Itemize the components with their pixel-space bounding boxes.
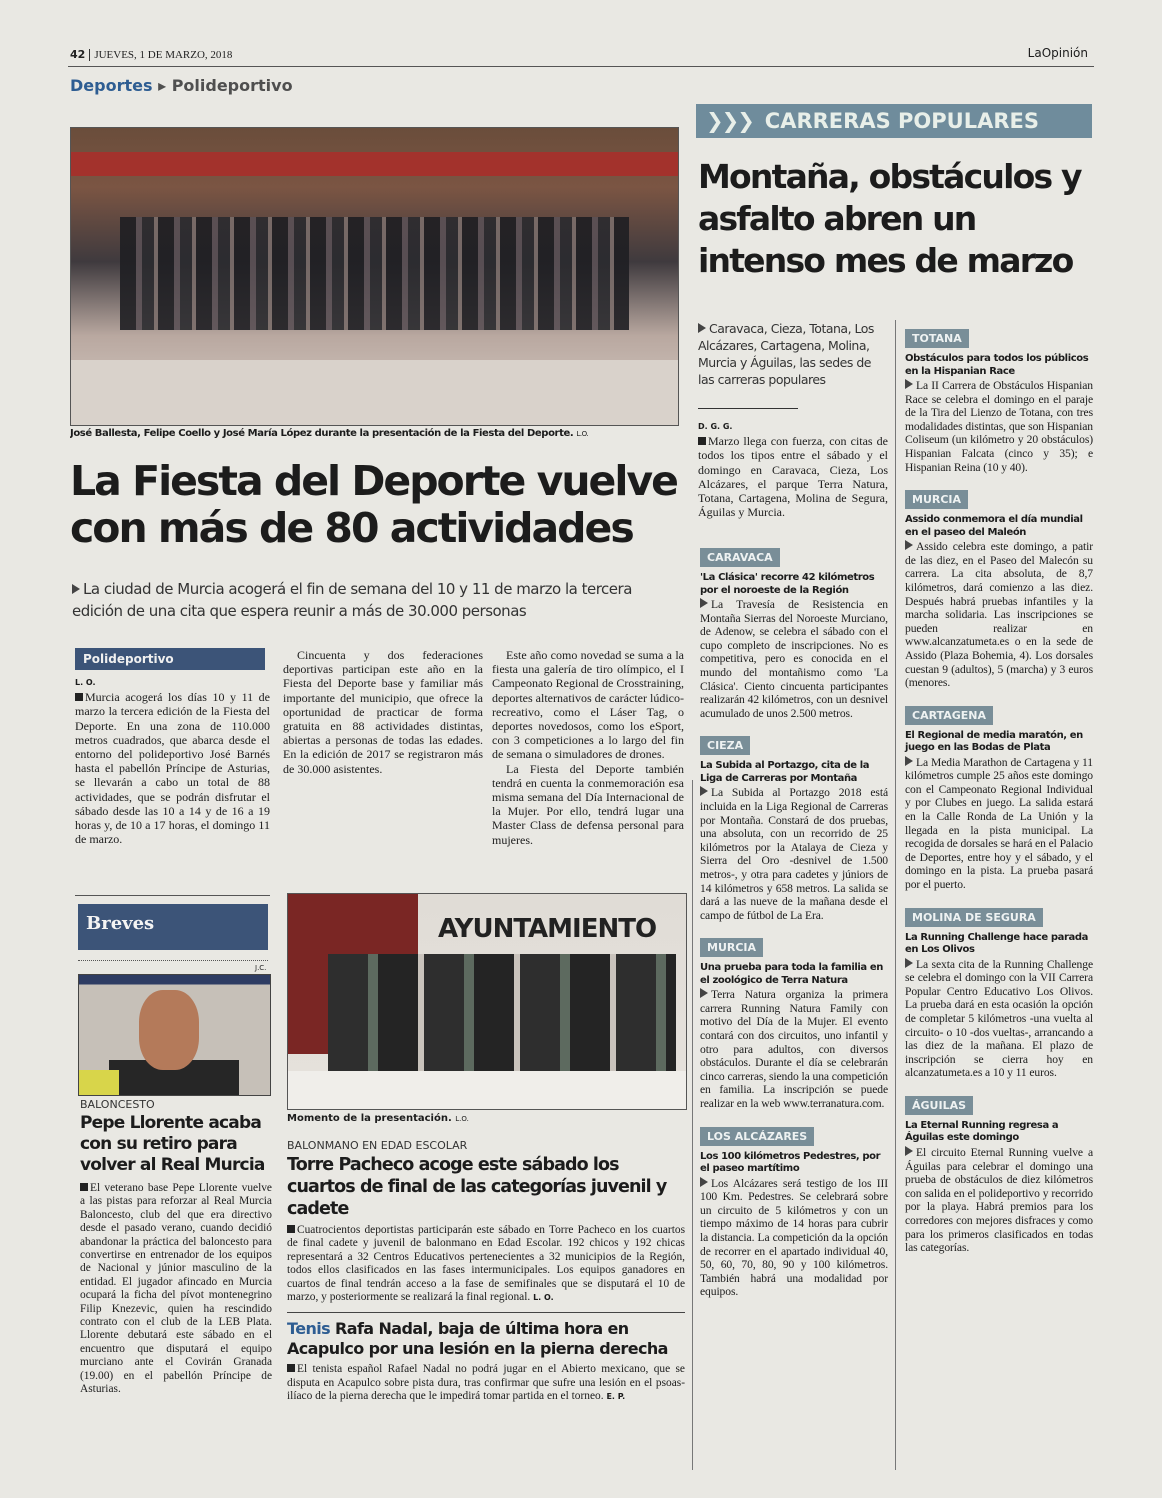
- photo-sign-text: AYUNTAMIENTO: [438, 914, 657, 944]
- lead-photo-caption: [70, 427, 685, 441]
- breadcrumb-arrow-icon: ▸: [158, 76, 167, 95]
- arrow-icon: [700, 598, 708, 608]
- brief-title: Obstáculos para todos los públicos en la Hispanian Race: [905, 353, 1089, 377]
- arrow-icon: [905, 958, 913, 968]
- header-rule: [68, 66, 1094, 67]
- story-body: [80, 1182, 272, 1397]
- carreras-headline: Montaña, obstáculos y asfalto abren un intenso mes de marzo: [698, 157, 1081, 280]
- page-folio: [70, 48, 232, 61]
- brief-cieza: [700, 734, 888, 922]
- story-body: [287, 1224, 685, 1304]
- byline: L. O.: [75, 678, 96, 687]
- caption-text: José Ballesta, Felipe Coello y José María López durante la presentación de la Fiesta del Deporte.: [70, 428, 574, 439]
- brief-title: La Running Challenge hace parada en Los Olivos: [905, 931, 1088, 956]
- photo-credit: J.C.: [255, 964, 267, 972]
- carreras-banner: [696, 104, 1092, 138]
- lead-column-1: [75, 676, 270, 846]
- arrow-icon: [700, 786, 708, 796]
- city-tag: ÁGUILAS: [905, 1096, 973, 1115]
- brief-molina: [905, 906, 1093, 1080]
- lead-column-3: [492, 648, 684, 847]
- city-tag: MURCIA: [905, 490, 968, 509]
- paragraph-marker-icon: [287, 1364, 295, 1372]
- story-headline: Torre Pacheco acoge este sábado los cuartos de final de las categorías juvenil y cadete: [287, 1155, 667, 1219]
- story-kicker: BALONMANO EN EDAD ESCOLAR: [287, 1139, 468, 1152]
- city-tag: CARAVACA: [700, 548, 780, 567]
- brief-title: 'La Clásica' recorre 42 kilómetros por el noroeste de la Región: [700, 572, 875, 596]
- paragraph: Marzo llega con fuerza, con citas de todos los tipos entre el sábado y el domingo en Caravaca, Cieza, Los Alcázares, el parque Terra Natura, Totana, Cartagena, Molina de Segura, Águilas y Murcia.: [698, 434, 888, 520]
- brief-murcia-terra-natura: [700, 936, 888, 1110]
- paragraph: Murcia acogerá los días 10 y 11 de marzo la tercera edición de la Fiesta del Deporte. En una zona de 110.000 metros cuadrados, que abarca desde el entorno del polideportivo José Barnés hasta el pabellón Príncipe de Asturias, se llevarán a cabo un total de 88 actividades, que se podrán disfrutar el sábado desde las 10 a 14 y de 16 a 19 horas y, de 10 a 17 horas, el domingo 11 de marzo.: [75, 690, 270, 847]
- page-number: 42: [70, 48, 86, 61]
- brief-text: Los Alcázares será testigo de los III 100 Km. Pedestres. Se celebrará sobre un circuito de 5 kilómetros y con un tiempo máximo de 14 horas para cubrir la distancia. La competición da la opción de recorrer en el apartado individual 40, 50, 60, 70, 80, 90 y 100 kilómetros. También habrá una modalidad por equipos.: [700, 1176, 888, 1299]
- paragraph: Cuatrocientos deportistas participarán este sábado en Torre Pacheco en los cuartos de final cadete y juvenil de balonmano en Edad Escolar. 192 chicos y 192 chicas representará a 32 Centros Educativos pertenecientes a 32 municipios de la Región, todos ellos clasificados en las fases intermunicipales. Los equipos ganadores en cuartos de final tendrán acceso a la fase de semifinales que se disputará el 10 de marzo, y posteriormente se realizará la final regional.: [287, 1224, 685, 1304]
- story-headline: [287, 1319, 685, 1359]
- story-rule: [287, 1312, 685, 1313]
- story-headline: Pepe Llorente acaba con su retiro para volver al Real Murcia: [80, 1113, 265, 1175]
- brief-aguilas: [905, 1094, 1093, 1255]
- arrow-icon: [905, 1146, 913, 1156]
- paragraph: El tenista español Rafael Nadal no podrá jugar en el Abierto mexicano, que se disputa en Acapulco sobre pista dura, tras confirmar que sufre una lesión en el psoas-ilíaco de la pierna derecha que le impedirá tomar partida en el torneo.: [287, 1363, 685, 1403]
- arrow-icon: [700, 1177, 708, 1187]
- carreras-deck: [698, 320, 890, 388]
- brief-text: Terra Natura organiza la primera carrera Running Natura Family con motivo del Día de la Mujer. El evento contará con dos circuitos, uno infantil y otro para adultos, con diversos obstáculos. Durante el día se celebrarán cinco carreras, siendo la una competición en familia. La inscripción se puede realizar en la web www.terranatura.com.: [700, 988, 888, 1111]
- brief-text: La Subida al Portazgo 2018 está incluida en la Liga Regional de Carreras por Montaña. Constará de dos pruebas, una absoluta, con un recorrido de 25 kilómetros por la Atalaya de Cieza y Sierra del Oro -desnivel de 1.500 metros-, y otra para cadetes y júniors de 14 kilómetros y 658 metros. La salida se dará a las nueve de la mañana desde el campo de fútbol de La Era.: [700, 786, 888, 922]
- breves-rule: [75, 895, 270, 896]
- llorente-photo: [78, 974, 271, 1096]
- city-tag: MURCIA: [700, 938, 763, 957]
- paragraph-marker-icon: [287, 1225, 295, 1233]
- brief-cartagena: [905, 704, 1093, 892]
- signature: E. P.: [606, 1392, 626, 1402]
- deck-text: La ciudad de Murcia acogerá el fin de semana del 10 y 11 de marzo la tercera edición de una cita que espera reunir a más de 30.000 personas: [72, 580, 632, 620]
- paragraph: El veterano base Pepe Llorente vuelve a las pistas para reforzar al Real Murcia Baloncesto, club del que era directivo desde el pasado verano, cuando decidió abandonar la práctica del baloncesto para convertirse en entrenador de los equipos de Nacional y júnior masculino de la entidad. El jugador afincado en Murcia ocupará la ficha del pívot montenegrino Filip Knezevic, quien ha rescindido contrato con el club de la LEB Plata. Llorente debutará este sábado en el encuentro que disputará el equipo murciano ante el Covirán Granada (19.00) en el pabellón Príncipe de Asturias.: [80, 1182, 272, 1396]
- brief-totana: [905, 327, 1093, 474]
- story-body: [287, 1363, 685, 1403]
- paragraph-marker-icon: [80, 1183, 88, 1191]
- brief-title: Una prueba para toda la familia en el zoológico de Terra Natura: [700, 962, 883, 986]
- byline: D. G. G.: [698, 422, 733, 431]
- lead-photo: [70, 127, 679, 426]
- brief-title: El Regional de media maratón, en juego en las Bodas de Plata: [905, 729, 1083, 754]
- arrow-icon: [905, 379, 913, 389]
- brief-murcia-assido: [905, 488, 1093, 690]
- caption-text: Momento de la presentación.: [287, 1113, 452, 1124]
- lead-column-2: [283, 648, 483, 776]
- breadcrumb: [70, 76, 293, 95]
- brief-text: La Media Marathon de Cartagena y 11 kilómetros cumple 25 años este domingo con el Campeonato Regional Individual y por Clubes en juego. La salida estará en la Calle Ronda de La Unión y la llegada en la pista municipal. La recogida de dorsales se hará en el Palacio de Deportes, entre hoy y el sábado, y el domingo en la pista. La prueba pasará por el puerto.: [905, 755, 1093, 892]
- stories-balonmano-tenis: [287, 1112, 685, 1404]
- column-rule: [692, 780, 693, 1470]
- city-tag: CIEZA: [700, 736, 750, 755]
- city-tag: TOTANA: [905, 329, 969, 348]
- paragraph-marker-icon: [75, 693, 83, 701]
- lead-headline: La Fiesta del Deporte vuelve con más de 80 actividades: [70, 457, 677, 552]
- issue-date: JUEVES, 1 DE MARZO, 2018: [94, 49, 233, 61]
- photo-credit: L.O.: [455, 1115, 469, 1123]
- brief-title: Los 100 kilómetros Pedestres, por el paseo martítimo: [700, 1150, 881, 1175]
- brief-los-alcazares: [700, 1125, 888, 1299]
- deck-text: Caravaca, Cieza, Totana, Los Alcázares, Cartagena, Molina, Murcia y Águilas, las sedes de las carreras populares: [698, 321, 874, 387]
- brief-text: La II Carrera de Obstáculos Hispanian Race se celebra el domingo en el paraje de la Tira del Lienzo de Totana, con tres modalidades distintas, que son Hispanian Coliseum (un kilómetro y 20 obstáculos) Hispanian Falcata (cinco y 35); e Hispanian Reina (10 y 40).: [905, 379, 1093, 474]
- photo-credit: L.O.: [576, 430, 589, 438]
- banner-text: CARRERAS POPULARES: [764, 109, 1039, 133]
- triple-chevron-icon: ❯❯❯: [706, 109, 753, 133]
- newspaper-logo: LaOpinión: [1027, 46, 1088, 60]
- breves-banner: Breves: [78, 904, 268, 950]
- carreras-intro: [698, 420, 888, 519]
- city-tag: MOLINA DE SEGURA: [905, 908, 1043, 927]
- brief-title: La Eternal Running regresa a Águilas este domingo: [905, 1119, 1059, 1144]
- arrow-icon: [905, 540, 913, 550]
- lead-deck: [72, 578, 682, 622]
- deck-arrow-icon: [72, 584, 80, 594]
- arrow-icon: [700, 988, 708, 998]
- column-rule: [895, 320, 896, 1470]
- section-name: Deportes: [70, 76, 153, 95]
- briefs-column-left: [700, 546, 888, 1299]
- signature: L. O.: [533, 1293, 554, 1303]
- brief-caravaca: [700, 546, 888, 720]
- photo-caption: [287, 1112, 685, 1126]
- brief-text: Assido celebra este domingo, a patir de las diez, en el Paseo del Malecón su carrera. La cita absoluta, de 8,7 kilómetros, dará comienzo a las diez. Después habrá pruebas infantiles y la marcha solidaria. Las inscripciones se pueden realizar en www.alcanzatumeta.es o en la sede de Assido (Plaza Bohemia, 4). Los dorsales cuestan 9 (adultos), 5 (marcha) y 3 euros (menores.: [905, 540, 1093, 690]
- headline-text: Rafa Nadal, baja de última hora en Acapulco por una lesión en la pierna derecha: [287, 1319, 668, 1359]
- paragraph: Cincuenta y dos federaciones deportivas participan este año en la Fiesta del Deporte base y familiar más importante del municipio, que ofrece la oportunidad de practicar de forma gratuita en 88 actividades distintas, abiertas a personas de todas las edades. En la edición de 2017 se registraron más de 30.000 asistentes.: [283, 648, 483, 776]
- presentation-photo: [287, 893, 687, 1110]
- section-tag: Polideportivo: [75, 648, 265, 670]
- story-llorente: [80, 1098, 272, 1397]
- brief-title: La Subida al Portazgo, cita de la Liga de Carreras por Montaña: [700, 760, 870, 784]
- paragraph: La Fiesta del Deporte también tendrá en cuenta la conmemoración esa misma semana del Día Internacional de la Mujer. Por ello, tendrá lugar una Master Class de defensa personal para mujeres.: [492, 761, 684, 847]
- story-kicker: BALONCESTO: [80, 1098, 155, 1111]
- brief-text: El circuito Eternal Running vuelve a Águilas para celebrar el domingo una prueba de obstáculos de diez kilómetros con salida en el polideportivo y recorrido por la playa. Habrá premios para los corredores con mejores disfraces y como para los primeros clasificados en todas las categorías.: [905, 1145, 1093, 1255]
- paragraph-marker-icon: [698, 437, 706, 445]
- deck-arrow-icon: [698, 323, 706, 333]
- paragraph: Este año como novedad se suma a la fiesta una galería de tiro olímpico, el I Campeonato Regional de Crosstraining, deportes alternativos de carácter lúdico-recreativo, como el Láser Tag, o deportes novedosos, como los eSport, con 3 competiciones a lo largo del fin de semana o simuladores de drones.: [492, 648, 684, 762]
- dotted-rule: [78, 960, 268, 961]
- brief-text: La sexta cita de la Running Challenge se celebra el domingo con la VII Carrera Popular Centro Educativo Los Olivos. La prueba dará en esta ocasión la opción de completar 5 kilómetros -una vuelta al circuito- o 10 -dos vueltas-, arrancando a las diez de la mañana. El plazo de inscripción se cierra hoy en alcanzatumeta.es a 10 y 11 euros.: [905, 957, 1093, 1080]
- story-topic: Tenis: [287, 1319, 331, 1339]
- brief-text: La Travesía de Resistencia en Montaña Sierras del Noroeste Murciano, de Adenow, se celebra el sábado con el cupo completo de inscripciones. No es competitiva, pero es conocida en el mundo del montañismo como 'La Clásica'. Ciento cincuenta participantes realizarán 42 kilómetros, con un desnivel acumulado de unos 2.500 metros.: [700, 598, 888, 720]
- city-tag: CARTAGENA: [905, 706, 993, 725]
- city-tag: LOS ALCÁZARES: [700, 1127, 814, 1146]
- arrow-icon: [905, 756, 913, 766]
- deck-rule: [698, 408, 798, 409]
- brief-title: Assido conmemora el día mundial en el paseo del Maleón: [905, 514, 1083, 538]
- subsection-name: Polideportivo: [171, 76, 293, 95]
- briefs-column-right: [905, 327, 1093, 1255]
